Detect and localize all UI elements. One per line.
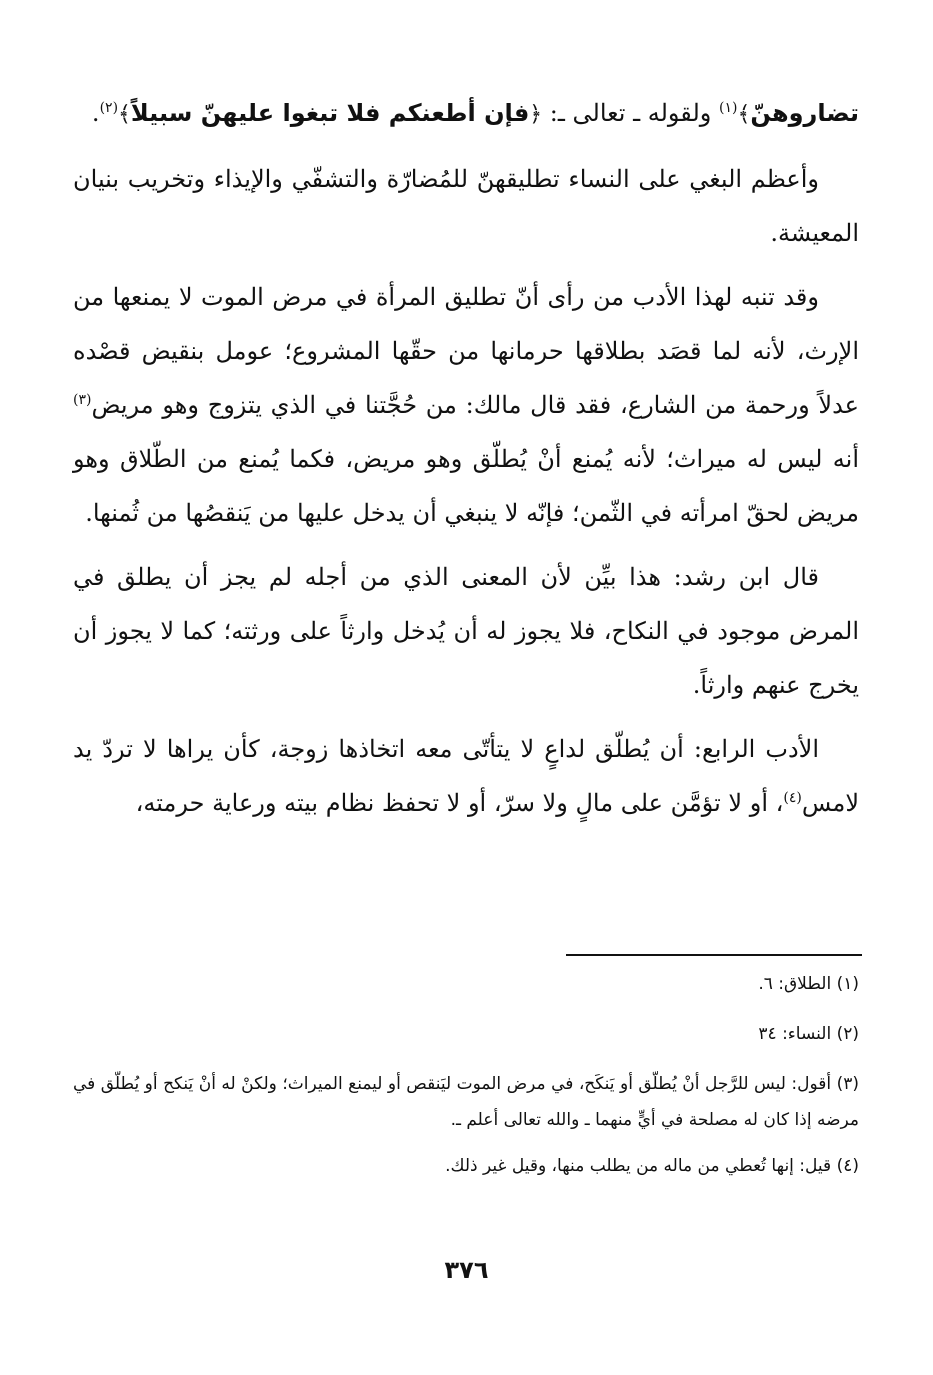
paragraph-3 — [73, 270, 859, 540]
paragraph-1 — [73, 86, 859, 142]
paragraph-5 — [73, 722, 859, 830]
ornate-bracket-open: ﴿ — [529, 102, 543, 127]
sentence-end: . — [91, 99, 100, 127]
main-text — [73, 86, 859, 840]
footnote-1: (١) الطلاق: ٦. — [758, 974, 859, 994]
footnote-2: (٢) النساء: ٣٤ — [758, 1024, 859, 1044]
footnote-divider — [566, 954, 862, 956]
footnote-ref-3[interactable]: (٣) — [73, 392, 92, 408]
paragraph-5-part-b: ، أو لا تؤمَّن على مالٍ ولا سرّ، أو لا تحفظ نظام بيته ورعاية حرمته، — [135, 789, 784, 817]
footnote-ref-4[interactable]: (٤) — [783, 790, 802, 806]
quran-quote-2: فإن أطعنكم فلا تبغوا عليهنّ سبيلاً — [130, 99, 530, 127]
footnotes — [73, 966, 859, 1198]
quran-quote-1: تضاروهنّ — [750, 99, 859, 127]
paragraph-5-part-a: الأدب الرابع: أن يُطلّق لداعٍ لا يتأتّى معه اتخاذها زوجة، كأن يراها لا تردّ يد لامس — [73, 735, 859, 817]
connector-text: ولقوله ـ تعالى ـ: — [542, 99, 719, 127]
footnote-ref-2[interactable]: (٢) — [99, 100, 119, 116]
page-number: ٣٧٦ — [444, 1256, 489, 1284]
paragraph-3-part-a: وقد تنبه لهذا الأدب من رأى أنّ تطليق المرأة في مرض الموت لا يمنعها من الإرث، لأنه لما قصَد بطلاقها حرمانها من حقّها المشروع؛ عومل بنقيض قصْده عدلاً ورحمة من الشارع، فقد قال مالك: من حُجَّتنا في الذي يتزوج وهو مريض — [73, 283, 859, 419]
footnote-3: (٣) أقول: ليس للرَّجل أنْ يُطلّق أو يَنكَح، في مرض الموت ليَنقص أو ليمنع الميراث؛ ولكنْ له أنْ يَنكح أو يُطلّق في مرضه إذا كان له مصلحة في أيٍّ منهما ـ والله تعالى أعلم ـ. — [73, 1074, 859, 1130]
paragraph-2: وأعظم البغي على النساء تطليقهنّ للمُضارّة والتشفّي والإيذاء وتخريب بنيان المعيشة. — [73, 165, 859, 247]
paragraph-3-part-b: أنه ليس له ميراث؛ لأنه يُمنع أنْ يُطلّق وهو مريض، فكما يُمنع من الطّلاق وهو مريض لحقّ امرأته في الثّمن؛ فإنّه لا ينبغي أن يدخل عليها من يَنقصُها من ثُمنها. — [73, 445, 859, 527]
footnote-ref-1[interactable]: (١) — [718, 100, 738, 116]
paragraph-4: قال ابن رشد: هذا بيِّن لأن المعنى الذي من أجله لم يجز أن يطلق في المرض موجود في النكاح، فلا يجوز له أن يُدخل وارثاً على ورثته؛ كما لا يجوز أن يخرج عنهم وارثاً. — [73, 563, 859, 699]
footnote-4: (٤) قيل: إنها تُعطي من ماله من يطلب منها، وقيل غير ذلك. — [445, 1156, 859, 1176]
ornate-bracket-close: ﴾ — [737, 102, 751, 127]
ornate-bracket-close-2: ﴾ — [118, 102, 131, 127]
